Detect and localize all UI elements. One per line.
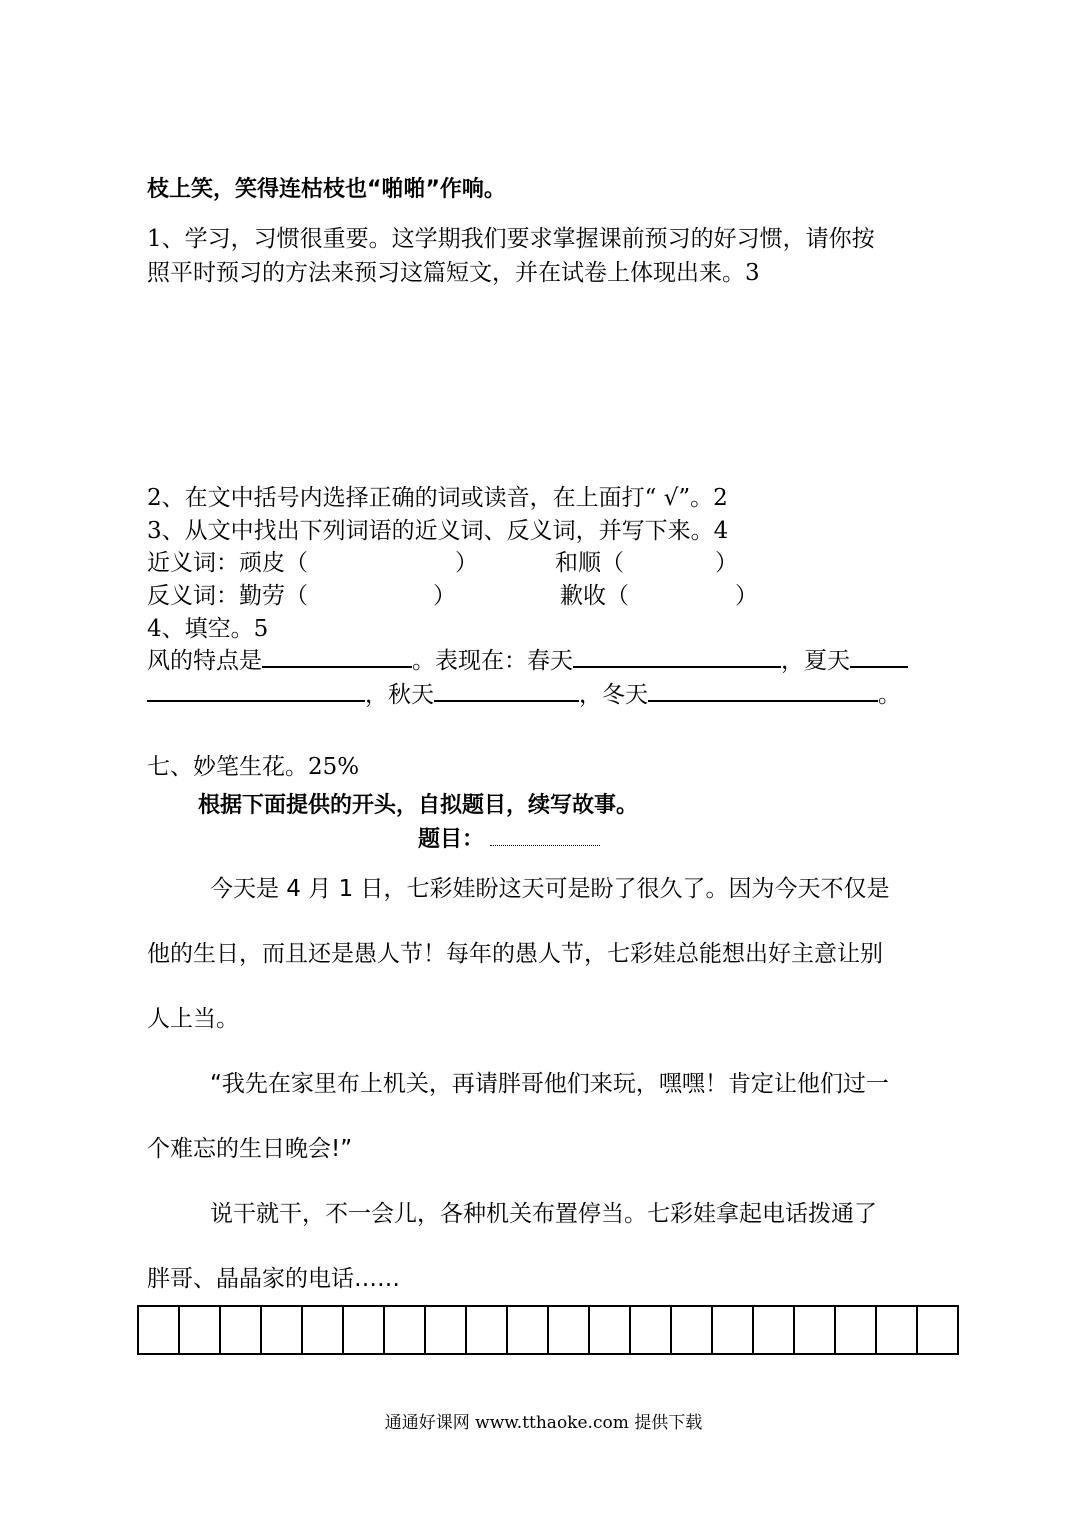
fill-text-end: 。 xyxy=(878,682,901,708)
fill-text-wind: 风的特点是 xyxy=(147,648,262,674)
writing-grid-cell[interactable] xyxy=(467,1305,508,1355)
fill-blank-summer-end[interactable] xyxy=(147,699,365,702)
passage-last-line: 枝上笑，笑得连枯枝也“啪啪”作响。 xyxy=(147,177,506,202)
writing-grid-cell[interactable] xyxy=(262,1305,303,1355)
writing-grid-cell[interactable] xyxy=(672,1305,713,1355)
writing-grid-cell[interactable] xyxy=(631,1305,672,1355)
writing-grid-cell[interactable] xyxy=(918,1305,959,1355)
fill-blank-summer-start[interactable] xyxy=(850,665,908,668)
question-1-line-1: 1、学习，习惯很重要。这学期我们要求掌握课前预习的好习惯，请你按 xyxy=(147,226,875,252)
fill-text-winter: ，冬天 xyxy=(579,682,648,708)
story-p2-line-1: “我先在家里布上机关，再请胖哥他们来玩，嘿嘿！肯定让他们过一 xyxy=(210,1071,889,1097)
antonym-close-1: ） xyxy=(433,583,456,609)
writing-grid-cell[interactable] xyxy=(303,1305,344,1355)
writing-grid-cell[interactable] xyxy=(508,1305,549,1355)
writing-grid-cell[interactable] xyxy=(590,1305,631,1355)
footer: 通通好课网 www.tthaoke.com 提供下载 xyxy=(384,1413,703,1433)
writing-grid-cell[interactable] xyxy=(180,1305,221,1355)
antonym-row-2: 歉收（ xyxy=(560,583,629,609)
fill-blank-winter[interactable] xyxy=(648,699,878,702)
section-7-title: 七、妙笔生花。25% xyxy=(147,754,360,780)
writing-grid-cell[interactable] xyxy=(877,1305,918,1355)
fill-blank-spring[interactable] xyxy=(573,665,781,668)
fill-blank-wind[interactable] xyxy=(262,665,412,668)
writing-grid xyxy=(137,1305,959,1355)
question-2: 2、在文中括号内选择正确的词或读音，在上面打“ √”。2 xyxy=(147,485,728,511)
writing-grid-cell[interactable] xyxy=(139,1305,180,1355)
topic-label: 题目： xyxy=(418,827,485,852)
question-3: 3、从文中找出下列词语的近义词、反义词，并写下来。4 xyxy=(147,518,729,544)
topic-blank[interactable] xyxy=(490,844,600,846)
writing-grid-cell[interactable] xyxy=(713,1305,754,1355)
writing-grid-cell[interactable] xyxy=(549,1305,590,1355)
fill-line-2 xyxy=(147,676,901,709)
story-p1-line-2: 他的生日，而且还是愚人节！每年的愚人节，七彩娃总能想出好主意让别 xyxy=(147,941,883,967)
synonym-label: 近义词：顽皮（ xyxy=(147,550,308,576)
fill-text-summer: ，夏天 xyxy=(781,648,850,674)
question-4: 4、填空。5 xyxy=(147,616,269,642)
synonym-close-1: ） xyxy=(455,550,478,576)
fill-line-1 xyxy=(147,642,908,675)
antonym-close-2: ） xyxy=(735,583,758,609)
story-p1-line-3: 人上当。 xyxy=(147,1006,239,1032)
fill-text-autumn: ，秋天 xyxy=(365,682,434,708)
fill-text-spring: 。表现在：春天 xyxy=(412,648,573,674)
writing-grid-cell[interactable] xyxy=(836,1305,877,1355)
writing-grid-cell[interactable] xyxy=(344,1305,385,1355)
story-p2-line-2: 个难忘的生日晚会!” xyxy=(147,1136,353,1162)
writing-grid-cell[interactable] xyxy=(426,1305,467,1355)
writing-grid-cell[interactable] xyxy=(795,1305,836,1355)
writing-grid-cell[interactable] xyxy=(754,1305,795,1355)
question-1-line-2: 照平时预习的方法来预习这篇短文，并在试卷上体现出来。3 xyxy=(147,260,760,286)
synonym-row-2: 和顺（ xyxy=(555,550,624,576)
story-p1-line-1: 今天是 4 月 1 日，七彩娃盼这天可是盼了很久了。因为今天不仅是 xyxy=(210,876,890,902)
synonym-close-2: ） xyxy=(715,550,738,576)
section-7-instruction: 根据下面提供的开头，自拟题目，续写故事。 xyxy=(198,793,639,818)
antonym-row-1: 反义词：勤劳（ xyxy=(147,583,308,609)
story-p3-line-1: 说干就干，不一会儿，各种机关布置停当。七彩娃拿起电话拨通了 xyxy=(210,1201,877,1227)
story-p3-line-2: 胖哥、晶晶家的电话…… xyxy=(147,1266,400,1292)
writing-grid-cell[interactable] xyxy=(385,1305,426,1355)
topic-line xyxy=(418,822,600,853)
writing-grid-cell[interactable] xyxy=(221,1305,262,1355)
synonym-row-1 xyxy=(147,544,308,577)
fill-blank-autumn[interactable] xyxy=(434,699,579,702)
